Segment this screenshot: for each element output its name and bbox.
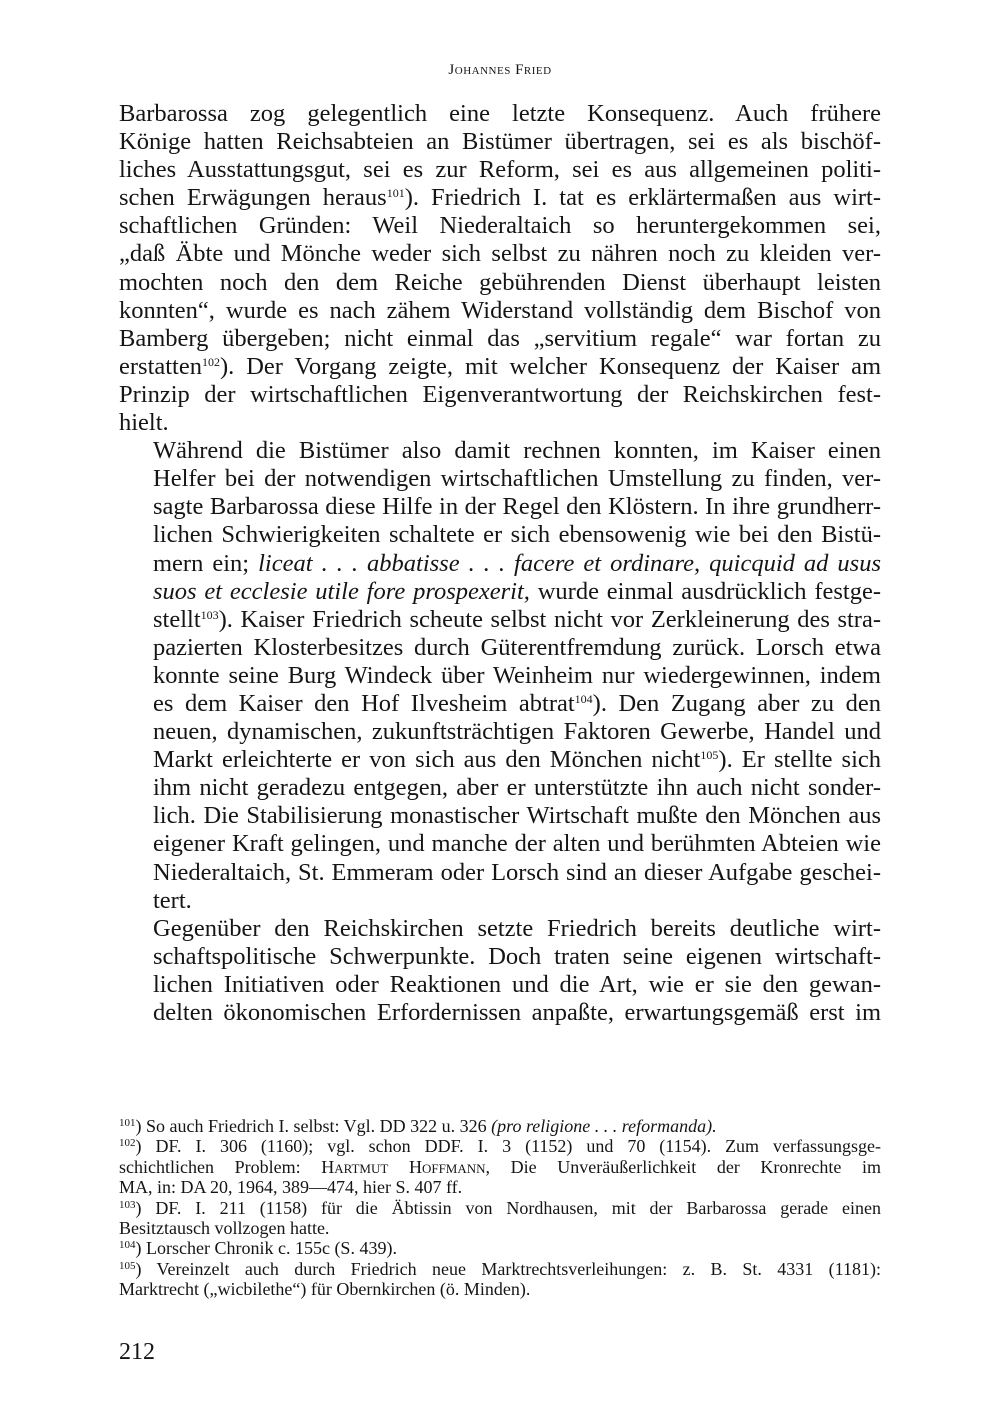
text-span: Bamberg übergeben; nicht einmal das „servitium regale“ war fortan zu: [119, 324, 881, 352]
text-line: [119, 971, 881, 999]
text-line: [119, 240, 881, 268]
text-span: ) DF. I. 211 (1158) für die Äbtissin von Nordhausen, mit der Barbarossa gerade einen: [135, 1197, 881, 1218]
text-span: ihm nicht geradezu entgegen, aber er unterstützte ihn auch nicht sonder-: [153, 774, 881, 802]
text-span: Niederaltaich, St. Emmeram oder Lorsch sind an dieser Aufgabe geschei-: [153, 858, 881, 886]
text-line: [119, 550, 881, 578]
footnote-101: [119, 1116, 881, 1136]
text-span: ) Lorscher Chronik c. 155c (S. 439).: [135, 1238, 397, 1259]
footnote-102: [119, 1136, 881, 1197]
text-line: [119, 156, 881, 184]
text-span: es dem Kaiser den Hof Ilvesheim abtrat: [153, 689, 575, 717]
text-span: liches Ausstattungsgut, sei es zur Reform, sei es aus allgemeinen politi-: [119, 156, 881, 184]
footnote-ref-105: 105: [700, 748, 719, 763]
text-span: eigener Kraft gelingen, und manche der alten und berühmten Abteien wie: [153, 830, 881, 858]
text-line: [119, 409, 881, 437]
text-line: [119, 943, 881, 971]
footnote-number: 104: [119, 1239, 136, 1252]
paragraph-3: [119, 915, 881, 1027]
footnotes: [119, 1116, 881, 1300]
text-line: [119, 887, 881, 915]
text-line: [119, 128, 881, 156]
text-span: schichtlichen Problem:: [119, 1156, 322, 1177]
text-span: lichen Schwierigkeiten schaltete er sich ebensowenig wie bei den Bistü-: [153, 521, 881, 549]
text-span: schaftlichen Gründen: Weil Niederaltaich so heruntergekommen sei,: [119, 212, 881, 240]
text-span: Besitztausch vollzogen hatte.: [119, 1218, 330, 1239]
text-line: [119, 465, 881, 493]
text-line: [119, 915, 881, 943]
paragraph-2: [119, 437, 881, 915]
text-span: mochten noch den dem Reiche gebührenden Dienst überhaupt leisten: [119, 268, 881, 296]
text-line: [119, 437, 881, 465]
text-span: ) So auch Friedrich I. selbst: Vgl. DD 322 u. 326: [135, 1116, 492, 1136]
footnote-line: [119, 1279, 881, 1299]
text-span: ). Kaiser Friedrich scheute selbst nicht vor Zerkleinerung des stra-: [218, 605, 881, 633]
text-span: stellt: [153, 605, 201, 633]
text-span: Markt erleichterte er von sich aus den Mönchen nicht: [153, 746, 701, 774]
text-span: pazierten Klosterbesitzes durch Güterentfremdung zurück. Lorsch etwa: [153, 633, 881, 661]
text-span: schen Erwägungen heraus: [119, 184, 387, 212]
latin-quote: (pro religione . . . reformanda).: [491, 1116, 717, 1136]
text-line: [119, 634, 881, 662]
text-span: hielt.: [119, 409, 169, 437]
author-name: Hartmut Hoffmann: [321, 1156, 486, 1177]
text-span: , Die Unveräußerlichkeit der Kronrechte im: [485, 1156, 882, 1177]
footnote-line: [119, 1259, 881, 1279]
text-line: [119, 999, 881, 1027]
text-span: Barbarossa zog gelegentlich eine letzte Konsequenz. Auch frühere: [119, 100, 881, 127]
text-span: konnte seine Burg Windeck über Weinheim nur wiedergewinnen, indem: [153, 661, 881, 689]
footnote-line: [119, 1238, 881, 1258]
text-span: wurde einmal ausdrücklich festge-: [529, 577, 881, 605]
text-span: tert.: [153, 886, 192, 914]
footnote-ref-103: 103: [200, 607, 219, 622]
text-span: schaftspolitische Schwerpunkte. Doch traten seine eigenen wirtschaft-: [153, 942, 881, 970]
footnote-103: [119, 1198, 881, 1239]
footnote-line: [119, 1177, 881, 1197]
text-line: [119, 381, 881, 409]
text-span: konnten“, wurde es nach zähem Widerstand vollständig dem Bischof von: [119, 296, 881, 324]
text-line: [119, 662, 881, 690]
text-span: erstatten: [119, 352, 202, 380]
text-line: [119, 690, 881, 718]
footnote-line: [119, 1136, 881, 1156]
text-line: [119, 718, 881, 746]
latin-quote: liceat . . . abbatisse . . . facere et ordinare, quicquid ad usus: [258, 549, 881, 577]
text-span: ) DF. I. 306 (1160); vgl. schon DDF. I. 3 (1152) und 70 (1154). Zum verfassungsge-: [135, 1136, 881, 1157]
text-span: ). Er stellte sich: [718, 746, 881, 774]
text-line: [119, 606, 881, 634]
page-number: 212: [119, 1339, 155, 1365]
footnote-104: [119, 1238, 881, 1258]
text-line: [119, 493, 881, 521]
text-line: [119, 353, 881, 381]
footnote-line: [119, 1218, 881, 1238]
footnote-ref-101: 101: [386, 186, 405, 201]
text-line: [119, 774, 881, 802]
text-line: [119, 100, 881, 128]
text-span: Könige hatten Reichsabteien an Bistümer übertragen, sei es als bischöf-: [119, 128, 881, 156]
text-line: [119, 184, 881, 212]
text-span: lichen Initiativen oder Reaktionen und die Art, wie er sie den gewan-: [153, 970, 881, 998]
text-span: Gegenüber den Reichskirchen setzte Friedrich bereits deutliche wirt-: [153, 914, 881, 942]
text-span: ). Der Vorgang zeigte, mit welcher Konsequenz der Kaiser am: [220, 352, 881, 380]
text-span: mern ein;: [153, 549, 259, 577]
body-text: [119, 100, 881, 1027]
text-span: neuen, dynamischen, zukunftsträchtigen Faktoren Gewerbe, Handel und: [153, 718, 881, 746]
text-line: [119, 859, 881, 887]
footnote-number: 102: [119, 1137, 136, 1150]
footnote-number: 103: [119, 1198, 136, 1211]
text-span: sagte Barbarossa diese Hilfe in der Regel den Klöstern. In ihre grundherr-: [153, 493, 881, 521]
text-span: Helfer bei der notwendigen wirtschaftlichen Umstellung zu finden, ver-: [153, 465, 881, 493]
text-span: Während die Bistümer also damit rechnen konnten, im Kaiser einen: [153, 437, 881, 465]
paragraph-1: [119, 100, 881, 437]
footnote-number: 101: [119, 1117, 136, 1129]
text-line: [119, 269, 881, 297]
footnote-105: [119, 1259, 881, 1300]
text-span: MA, in: DA 20, 1964, 389—474, hier S. 407 ff.: [119, 1177, 463, 1198]
text-line: [119, 212, 881, 240]
footnote-ref-102: 102: [202, 354, 220, 369]
footnote-line: [119, 1198, 881, 1218]
text-line: [119, 746, 881, 774]
text-span: Prinzip der wirtschaftlichen Eigenverantwortung der Reichskirchen fest-: [119, 380, 881, 408]
text-span: ) Vereinzelt auch durch Friedrich neue Marktrechtsverleihungen: z. B. St. 4331 (1181):: [135, 1258, 881, 1279]
text-line: [119, 297, 881, 325]
text-span: ). Friedrich I. tat es erklärtermaßen aus wirt-: [404, 184, 881, 212]
text-span: delten ökonomischen Erfordernissen anpaßte, erwartungsgemäß erst im: [153, 999, 881, 1026]
text-span: lich. Die Stabilisierung monastischer Wirtschaft mußte den Mönchen aus: [153, 802, 881, 830]
text-line: [119, 578, 881, 606]
text-span: „daß Äbte und Mönche weder sich selbst zu nähren noch zu kleiden ver-: [119, 240, 881, 268]
footnote-number: 105: [119, 1259, 136, 1272]
footnote-line: [119, 1157, 881, 1177]
text-line: [119, 802, 881, 830]
latin-quote: suos et ecclesie utile fore prospexerit,: [153, 577, 530, 605]
text-line: [119, 325, 881, 353]
text-line: [119, 521, 881, 549]
footnote-ref-104: 104: [574, 691, 593, 706]
text-span: Marktrecht („wicbilethe“) für Obernkirchen (ö. Minden).: [119, 1279, 531, 1300]
text-span: ). Den Zugang aber zu den: [592, 689, 881, 717]
footnote-line: [119, 1116, 881, 1136]
running-head: Johannes Fried: [448, 62, 552, 78]
text-line: [119, 830, 881, 858]
